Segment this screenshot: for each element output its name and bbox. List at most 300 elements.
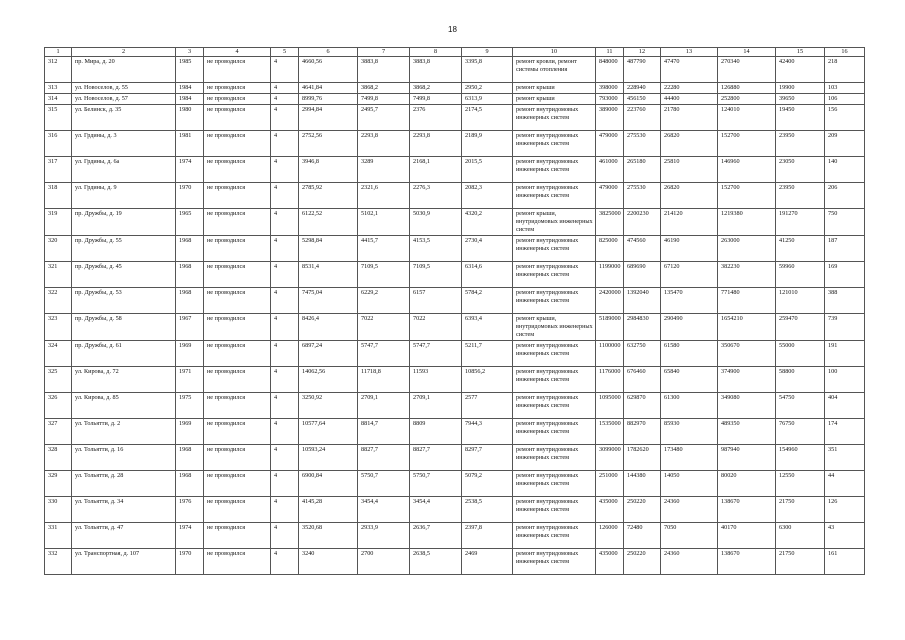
table-cell: 388 [825, 288, 865, 314]
table-cell: ул. Кирова, д. 85 [72, 393, 176, 419]
table-cell: 4 [271, 83, 299, 94]
table-cell: не проводился [204, 94, 271, 105]
table-cell: 320 [45, 236, 72, 262]
table-cell: 4 [271, 367, 299, 393]
table-cell: 8827,7 [358, 445, 410, 471]
table-cell: 2994,84 [299, 105, 358, 131]
table-cell: 317 [45, 157, 72, 183]
table-cell: не проводился [204, 262, 271, 288]
table-cell: 223760 [624, 105, 661, 131]
table-cell: пр. Дружбы, д. 45 [72, 262, 176, 288]
table-cell: 2293,8 [410, 131, 462, 157]
table-cell: 19900 [776, 83, 825, 94]
table-cell: 6313,9 [462, 94, 513, 105]
table-cell: ул. Тольятти, д. 2 [72, 419, 176, 445]
column-header: 14 [718, 48, 776, 57]
table-cell: 22280 [661, 83, 718, 94]
table-cell: 351 [825, 445, 865, 471]
table-cell: 1968 [176, 471, 204, 497]
table-cell: 1974 [176, 157, 204, 183]
table-row [45, 445, 865, 471]
table-cell: 435000 [596, 549, 624, 575]
table-cell: 7944,3 [462, 419, 513, 445]
table-cell: не проводился [204, 105, 271, 131]
table-cell: 2174,5 [462, 105, 513, 131]
table-cell: 100 [825, 367, 865, 393]
table-cell: 263000 [718, 236, 776, 262]
table-cell: 2189,9 [462, 131, 513, 157]
table-row [45, 131, 865, 157]
table-cell: 6897,24 [299, 341, 358, 367]
table-cell: 398000 [596, 83, 624, 94]
table-cell: 328 [45, 445, 72, 471]
table-cell: 1654210 [718, 314, 776, 341]
table-cell: 2709,1 [358, 393, 410, 419]
table-row [45, 209, 865, 236]
table-cell: 2709,1 [410, 393, 462, 419]
column-header: 9 [462, 48, 513, 57]
table-cell: 54750 [776, 393, 825, 419]
table-cell: 2293,8 [358, 131, 410, 157]
table-cell: 39650 [776, 94, 825, 105]
table-cell: 55000 [776, 341, 825, 367]
table-cell: 44400 [661, 94, 718, 105]
table-cell: 7499,8 [410, 94, 462, 105]
table-cell: 43 [825, 523, 865, 549]
table-cell: 4 [271, 209, 299, 236]
column-header: 4 [204, 48, 271, 57]
table-cell: не проводился [204, 314, 271, 341]
table-cell: 126880 [718, 83, 776, 94]
table-cell: ремонт крыши [513, 83, 596, 94]
table-cell: пр. Дружбы, д. 58 [72, 314, 176, 341]
table-cell: 7050 [661, 523, 718, 549]
table-cell: 11593 [410, 367, 462, 393]
table-cell: 1975 [176, 393, 204, 419]
table-cell: 1100000 [596, 341, 624, 367]
table-cell: 319 [45, 209, 72, 236]
table-cell: 103 [825, 83, 865, 94]
table-row [45, 393, 865, 419]
table-cell: ул. Белинск, д. 35 [72, 105, 176, 131]
table-cell: ремонт внутридомовых инженерных систем [513, 445, 596, 471]
table-cell: пр. Дружбы, д. 53 [72, 288, 176, 314]
table-cell: ремонт кровли, ремонт системы отопления [513, 57, 596, 83]
table-cell: ремонт внутридомовых инженерных систем [513, 549, 596, 575]
table-row [45, 497, 865, 523]
column-header: 7 [358, 48, 410, 57]
table-cell: 275530 [624, 131, 661, 157]
table-row [45, 157, 865, 183]
table-cell: 5102,1 [358, 209, 410, 236]
table-cell: 251000 [596, 471, 624, 497]
table-cell: ремонт внутридомовых инженерных систем [513, 236, 596, 262]
table-cell: ул. Кирова, д. 72 [72, 367, 176, 393]
table-cell: 252800 [718, 94, 776, 105]
column-header: 5 [271, 48, 299, 57]
table-cell: 739 [825, 314, 865, 341]
table-cell: ремонт внутридомовых инженерных систем [513, 105, 596, 131]
table-cell: ремонт крыши [513, 94, 596, 105]
table-cell: 8827,7 [410, 445, 462, 471]
table-cell: 350670 [718, 341, 776, 367]
table-cell: 76750 [776, 419, 825, 445]
table-cell: 4 [271, 393, 299, 419]
table-cell: 3454,4 [410, 497, 462, 523]
table-cell: 632750 [624, 341, 661, 367]
table-cell: 2469 [462, 549, 513, 575]
table-cell: 323 [45, 314, 72, 341]
table-cell: ул. Грдины, д. 3 [72, 131, 176, 157]
table-cell: 1095000 [596, 393, 624, 419]
table-cell: 4 [271, 314, 299, 341]
table-row [45, 419, 865, 445]
table-cell: 21750 [776, 549, 825, 575]
table-cell: 12550 [776, 471, 825, 497]
table-cell: 61580 [661, 341, 718, 367]
table-cell: 2397,8 [462, 523, 513, 549]
table-row [45, 288, 865, 314]
table-cell: 325 [45, 367, 72, 393]
table-cell: не проводился [204, 367, 271, 393]
table-cell: 4 [271, 131, 299, 157]
table-cell: 771480 [718, 288, 776, 314]
table-cell: 61300 [661, 393, 718, 419]
table-cell: 322 [45, 288, 72, 314]
table-cell: 4 [271, 262, 299, 288]
table-cell: 228940 [624, 83, 661, 94]
table-cell: 1970 [176, 549, 204, 575]
table-cell: 8814,7 [358, 419, 410, 445]
table-cell: ул. Новоселов, д. 57 [72, 94, 176, 105]
table-cell: 689690 [624, 262, 661, 288]
table-cell: 404 [825, 393, 865, 419]
table-cell: 4153,5 [410, 236, 462, 262]
table-cell: 80020 [718, 471, 776, 497]
table-cell: 2730,4 [462, 236, 513, 262]
table-cell: не проводился [204, 209, 271, 236]
table-cell: 106 [825, 94, 865, 105]
table-cell: 8297,7 [462, 445, 513, 471]
table-cell: не проводился [204, 183, 271, 209]
table-cell: 4 [271, 288, 299, 314]
table-cell: 259470 [776, 314, 825, 341]
table-cell: 41250 [776, 236, 825, 262]
table-cell: 24360 [661, 549, 718, 575]
table-cell: 4 [271, 419, 299, 445]
table-cell: не проводился [204, 393, 271, 419]
table-cell: 6393,4 [462, 314, 513, 341]
table-cell: пр. Дружбы, д. 19 [72, 209, 176, 236]
column-header: 1 [45, 48, 72, 57]
table-cell: 331 [45, 523, 72, 549]
table-cell: 374900 [718, 367, 776, 393]
table-cell: ул. Тольятти, д. 16 [72, 445, 176, 471]
table-cell: 313 [45, 83, 72, 94]
table-cell: 7475,04 [299, 288, 358, 314]
table-row [45, 83, 865, 94]
table-cell: 1968 [176, 236, 204, 262]
table-cell: 46190 [661, 236, 718, 262]
table-cell: 85930 [661, 419, 718, 445]
table-cell: пр. Мира, д. 20 [72, 57, 176, 83]
table-cell: 42400 [776, 57, 825, 83]
table-cell: ул. Тольятти, д. 34 [72, 497, 176, 523]
table-cell: ул. Грдины, д. 9 [72, 183, 176, 209]
table-cell: 3099000 [596, 445, 624, 471]
table-cell: 629870 [624, 393, 661, 419]
table-cell: 326 [45, 393, 72, 419]
table-cell: 2538,5 [462, 497, 513, 523]
table-cell: 4641,84 [299, 83, 358, 94]
table-cell: 2015,5 [462, 157, 513, 183]
table-cell: 8426,4 [299, 314, 358, 341]
table-cell: 1969 [176, 419, 204, 445]
column-header: 13 [661, 48, 718, 57]
table-cell: 1967 [176, 314, 204, 341]
table-cell: 1782620 [624, 445, 661, 471]
table-cell: 4 [271, 94, 299, 105]
table-cell: 2420000 [596, 288, 624, 314]
repair-table [44, 47, 865, 575]
table-cell: ремонт внутридомовых инженерных систем [513, 183, 596, 209]
table-cell: 5750,7 [358, 471, 410, 497]
table-cell: 882970 [624, 419, 661, 445]
table-cell: 191 [825, 341, 865, 367]
table-cell: 1219380 [718, 209, 776, 236]
table-cell: 2950,2 [462, 83, 513, 94]
table-cell: 5747,7 [358, 341, 410, 367]
table-cell: 7022 [410, 314, 462, 341]
table-cell: 214120 [661, 209, 718, 236]
table-cell: 7109,5 [410, 262, 462, 288]
table-cell: 26820 [661, 183, 718, 209]
page-number: 18 [448, 25, 457, 34]
table-cell: 21780 [661, 105, 718, 131]
table-cell: 2700 [358, 549, 410, 575]
table-cell: 1392040 [624, 288, 661, 314]
table-row [45, 105, 865, 131]
table-cell: 2785,92 [299, 183, 358, 209]
table-cell: 3395,8 [462, 57, 513, 83]
table-cell: ремонт внутридомовых инженерных систем [513, 262, 596, 288]
table-cell: 793000 [596, 94, 624, 105]
table-cell: 1968 [176, 445, 204, 471]
table-cell: 321 [45, 262, 72, 288]
table-cell: 2752,56 [299, 131, 358, 157]
table-cell: 144380 [624, 471, 661, 497]
table-cell: 1176000 [596, 367, 624, 393]
table-cell: 72480 [624, 523, 661, 549]
table-cell: 2376 [410, 105, 462, 131]
table-row [45, 549, 865, 575]
table-cell: ремонт внутридомовых инженерных систем [513, 471, 596, 497]
table-cell: ремонт внутридомовых инженерных систем [513, 523, 596, 549]
table-cell: 3825000 [596, 209, 624, 236]
table-cell: ул. Новоселов, д. 55 [72, 83, 176, 94]
table-cell: 7499,8 [358, 94, 410, 105]
table-cell: 4 [271, 57, 299, 83]
table-row [45, 367, 865, 393]
table-cell: 250220 [624, 549, 661, 575]
table-cell: 10593,24 [299, 445, 358, 471]
table-cell: 6314,6 [462, 262, 513, 288]
table-cell: 174 [825, 419, 865, 445]
table-cell: 1971 [176, 367, 204, 393]
column-header: 12 [624, 48, 661, 57]
column-header: 8 [410, 48, 462, 57]
table-cell: не проводился [204, 236, 271, 262]
table-cell: 4 [271, 236, 299, 262]
table-cell: 154960 [776, 445, 825, 471]
table-cell: 1968 [176, 262, 204, 288]
table-cell: не проводился [204, 157, 271, 183]
table-cell: 435000 [596, 497, 624, 523]
table-cell: 275530 [624, 183, 661, 209]
table-cell: 461000 [596, 157, 624, 183]
table-cell: не проводился [204, 57, 271, 83]
table-cell: 349080 [718, 393, 776, 419]
table-cell: 2984830 [624, 314, 661, 341]
column-header: 6 [299, 48, 358, 57]
table-cell: 138670 [718, 497, 776, 523]
table-cell: 126000 [596, 523, 624, 549]
table-cell: 3883,8 [410, 57, 462, 83]
table-cell: 3946,8 [299, 157, 358, 183]
table-cell: 479000 [596, 183, 624, 209]
table-cell: 206 [825, 183, 865, 209]
table-cell: 3289 [358, 157, 410, 183]
table-cell: 11718,8 [358, 367, 410, 393]
table-cell: не проводился [204, 419, 271, 445]
table-cell: не проводился [204, 83, 271, 94]
table-cell: не проводился [204, 471, 271, 497]
table-cell: 2638,5 [410, 549, 462, 575]
table-cell: 44 [825, 471, 865, 497]
table-cell: 474560 [624, 236, 661, 262]
table-cell: 47470 [661, 57, 718, 83]
table-cell: 5030,9 [410, 209, 462, 236]
table-cell: 1980 [176, 105, 204, 131]
column-header: 10 [513, 48, 596, 57]
table-cell: 2082,3 [462, 183, 513, 209]
table-row [45, 314, 865, 341]
table-cell: 6900,84 [299, 471, 358, 497]
table-cell: 318 [45, 183, 72, 209]
table-cell: 58800 [776, 367, 825, 393]
table-cell: ул. Тольятти, д. 28 [72, 471, 176, 497]
table-cell: 1981 [176, 131, 204, 157]
table-cell: ул. Транспортная, д. 107 [72, 549, 176, 575]
table-cell: 2495,7 [358, 105, 410, 131]
table-cell: 3868,2 [358, 83, 410, 94]
table-row [45, 94, 865, 105]
table-cell: 19450 [776, 105, 825, 131]
table-cell: ремонт внутридомовых инженерных систем [513, 157, 596, 183]
table-cell: 327 [45, 419, 72, 445]
table-cell: не проводился [204, 288, 271, 314]
table-cell: пр. Дружбы, д. 55 [72, 236, 176, 262]
table-cell: 4145,28 [299, 497, 358, 523]
table-cell: 23950 [776, 131, 825, 157]
table-cell: 124010 [718, 105, 776, 131]
table-cell: 135470 [661, 288, 718, 314]
table-cell: 270340 [718, 57, 776, 83]
table-cell: 4320,2 [462, 209, 513, 236]
table-cell: 8531,4 [299, 262, 358, 288]
table-cell: 1968 [176, 288, 204, 314]
table-cell: 126 [825, 497, 865, 523]
table-cell: 67120 [661, 262, 718, 288]
table-cell: 4 [271, 497, 299, 523]
table-cell: не проводился [204, 549, 271, 575]
table-cell: 1199000 [596, 262, 624, 288]
table-cell: 14050 [661, 471, 718, 497]
table-cell: 265180 [624, 157, 661, 183]
table-cell: 25810 [661, 157, 718, 183]
table-cell: не проводился [204, 131, 271, 157]
table-cell: 1976 [176, 497, 204, 523]
table-cell: 487790 [624, 57, 661, 83]
table-cell: 330 [45, 497, 72, 523]
table-cell: 1535000 [596, 419, 624, 445]
table-cell: 2168,1 [410, 157, 462, 183]
table-cell: 329 [45, 471, 72, 497]
table-cell: 8809 [410, 419, 462, 445]
table-cell: 5750,7 [410, 471, 462, 497]
table-cell: 315 [45, 105, 72, 131]
table-cell: 2933,9 [358, 523, 410, 549]
table-cell: 40170 [718, 523, 776, 549]
table-cell: 750 [825, 209, 865, 236]
table-cell: 3868,2 [410, 83, 462, 94]
table-cell: ремонт внутридомовых инженерных систем [513, 497, 596, 523]
table-cell: 4 [271, 523, 299, 549]
table-cell: 138670 [718, 549, 776, 575]
table-cell: 6122,52 [299, 209, 358, 236]
table-cell: не проводился [204, 523, 271, 549]
table-cell: 3240 [299, 549, 358, 575]
table-cell: пр. Дружбы, д. 61 [72, 341, 176, 367]
table-cell: 2321,6 [358, 183, 410, 209]
table-cell: 4415,7 [358, 236, 410, 262]
table-cell: ремонт внутридомовых инженерных систем [513, 341, 596, 367]
table-cell: 3250,92 [299, 393, 358, 419]
table-cell: 24360 [661, 497, 718, 523]
table-cell: ремонт внутридомовых инженерных систем [513, 131, 596, 157]
table-cell: 4 [271, 445, 299, 471]
table-cell: 1984 [176, 83, 204, 94]
table-row [45, 236, 865, 262]
table-row [45, 57, 865, 83]
table-cell: не проводился [204, 497, 271, 523]
table-cell: 4660,56 [299, 57, 358, 83]
table-cell: 5747,7 [410, 341, 462, 367]
table-cell: ремонт крыши, внутридомовых инженерных систем [513, 209, 596, 236]
table-cell: 1984 [176, 94, 204, 105]
table-cell: 250220 [624, 497, 661, 523]
table-cell: 146960 [718, 157, 776, 183]
table-cell: 23050 [776, 157, 825, 183]
table-cell: 316 [45, 131, 72, 157]
table-cell: не проводился [204, 341, 271, 367]
table-cell: 65840 [661, 367, 718, 393]
table-cell: ремонт внутридомовых инженерных систем [513, 367, 596, 393]
table-cell: 5189000 [596, 314, 624, 341]
table-cell: 382230 [718, 262, 776, 288]
table-cell: 169 [825, 262, 865, 288]
table-cell: 1969 [176, 341, 204, 367]
